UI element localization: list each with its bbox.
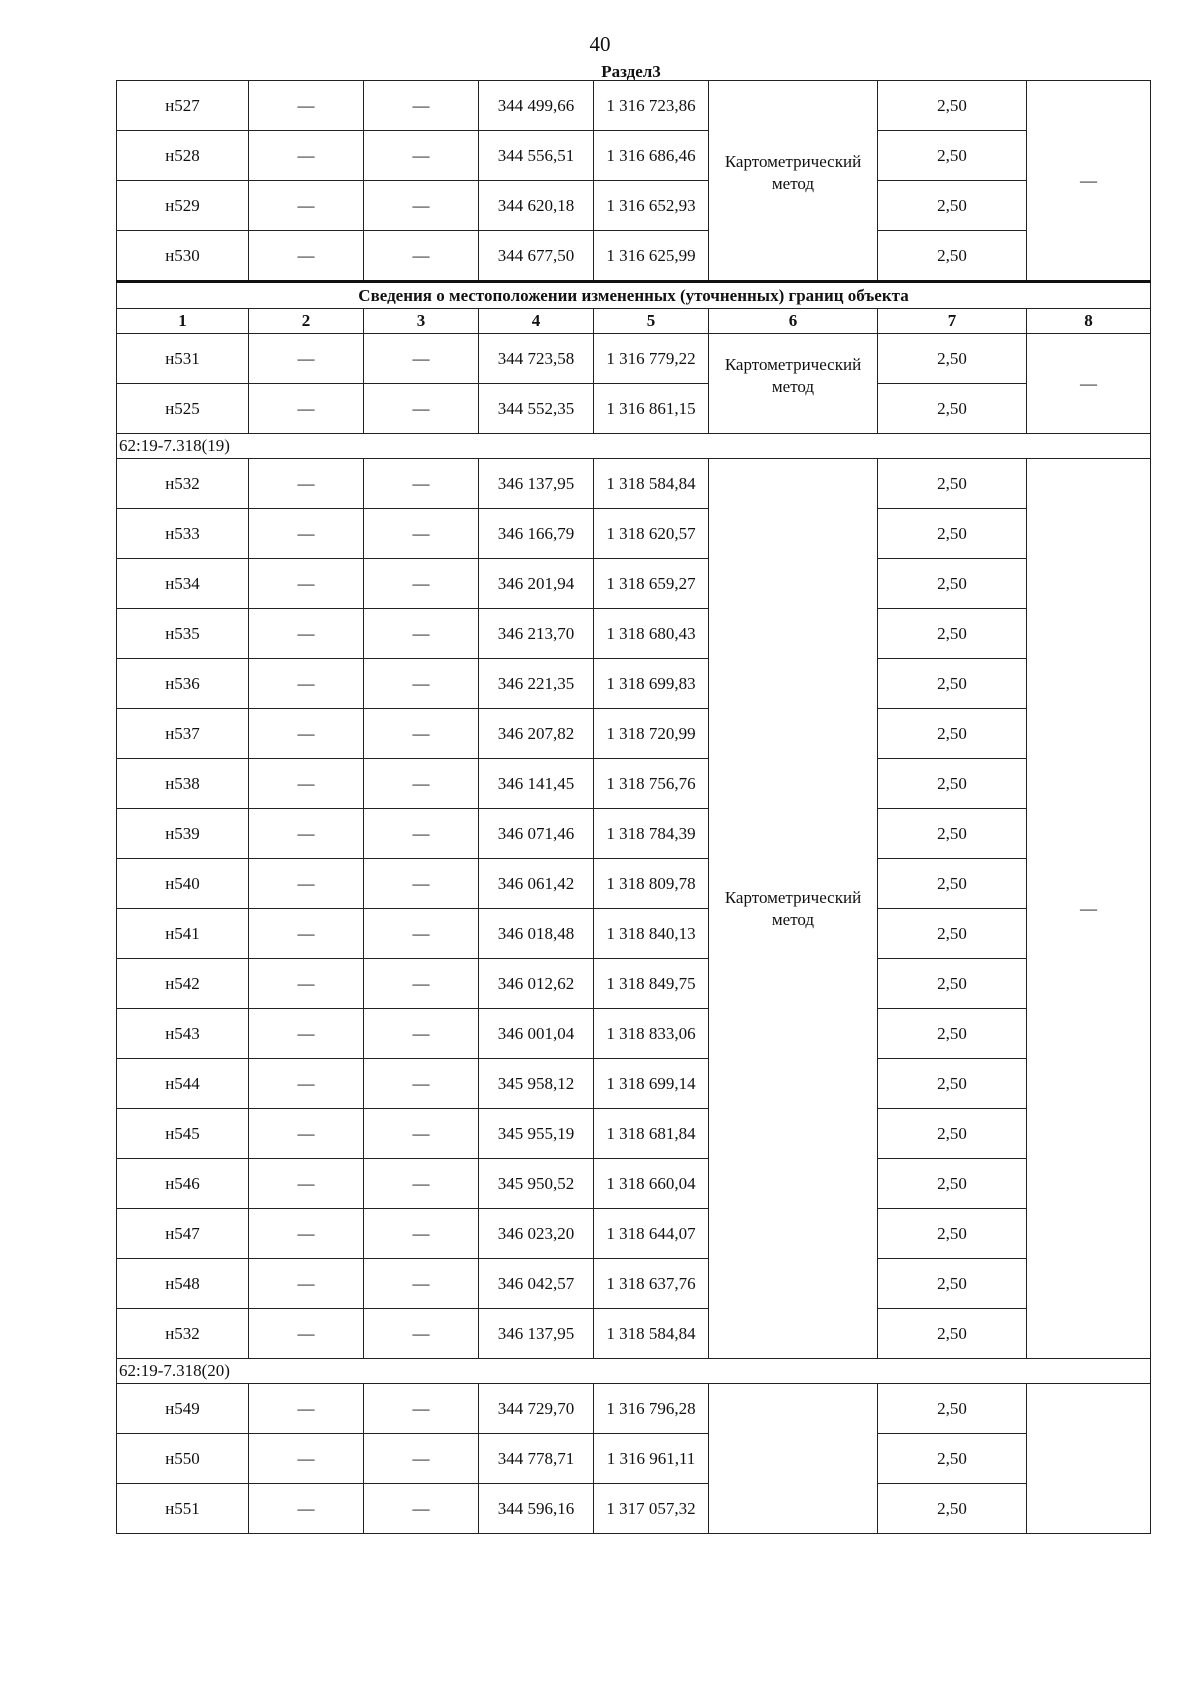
table-row	[117, 1009, 1151, 1059]
column-numbers-row	[117, 309, 1151, 334]
x-coordinate-cell: 346 071,46	[479, 809, 594, 859]
y-coordinate-cell: 1 318 584,84	[594, 459, 709, 509]
page-number: 40	[589, 32, 611, 56]
column-2-cell: —	[249, 509, 364, 559]
point-name-cell: н529	[117, 181, 249, 231]
table-row	[117, 1434, 1151, 1484]
accuracy-cell: 2,50	[878, 1059, 1027, 1109]
accuracy-cell: 2,50	[878, 959, 1027, 1009]
changed-borders-heading-row	[117, 282, 1151, 309]
column-8-cell: —	[1027, 81, 1151, 282]
column-3-cell: —	[364, 384, 479, 434]
point-name-cell: н543	[117, 1009, 249, 1059]
column-number-2: 2	[249, 309, 364, 334]
column-2-cell: —	[249, 1384, 364, 1434]
y-coordinate-cell: 1 318 849,75	[594, 959, 709, 1009]
x-coordinate-cell: 344 620,18	[479, 181, 594, 231]
point-name-cell: н525	[117, 384, 249, 434]
x-coordinate-cell: 346 018,48	[479, 909, 594, 959]
point-name-cell: н549	[117, 1384, 249, 1434]
table-row	[117, 1259, 1151, 1309]
column-3-cell: —	[364, 459, 479, 509]
table-row	[117, 384, 1151, 434]
table-row	[117, 609, 1151, 659]
accuracy-cell: 2,50	[878, 559, 1027, 609]
accuracy-cell: 2,50	[878, 1109, 1027, 1159]
column-3-cell: —	[364, 181, 479, 231]
coordinates-table	[116, 80, 1151, 1534]
y-coordinate-cell: 1 316 961,11	[594, 1434, 709, 1484]
table-row	[117, 659, 1151, 709]
y-coordinate-cell: 1 318 659,27	[594, 559, 709, 609]
column-number-8: 8	[1027, 309, 1151, 334]
y-coordinate-cell: 1 318 660,04	[594, 1159, 709, 1209]
table-row	[117, 859, 1151, 909]
parcel-label: 62:19-7.318(20)	[117, 1359, 1151, 1384]
x-coordinate-cell: 344 723,58	[479, 334, 594, 384]
table-row	[117, 131, 1151, 181]
accuracy-cell: 2,50	[878, 1484, 1027, 1534]
column-2-cell: —	[249, 859, 364, 909]
table-row	[117, 334, 1151, 384]
column-2-cell: —	[249, 559, 364, 609]
point-name-cell: н538	[117, 759, 249, 809]
table-row	[117, 759, 1151, 809]
column-3-cell: —	[364, 859, 479, 909]
x-coordinate-cell: 346 042,57	[479, 1259, 594, 1309]
x-coordinate-cell: 344 778,71	[479, 1434, 594, 1484]
table-row	[117, 809, 1151, 859]
y-coordinate-cell: 1 318 809,78	[594, 859, 709, 909]
y-coordinate-cell: 1 318 720,99	[594, 709, 709, 759]
x-coordinate-cell: 346 137,95	[479, 459, 594, 509]
column-2-cell: —	[249, 1159, 364, 1209]
table-row	[117, 459, 1151, 509]
point-name-cell: н540	[117, 859, 249, 909]
point-name-cell: н531	[117, 334, 249, 384]
point-name-cell: н542	[117, 959, 249, 1009]
x-coordinate-cell: 346 201,94	[479, 559, 594, 609]
x-coordinate-cell: 346 023,20	[479, 1209, 594, 1259]
column-2-cell: —	[249, 959, 364, 1009]
column-2-cell: —	[249, 1434, 364, 1484]
point-name-cell: н534	[117, 559, 249, 609]
column-2-cell: —	[249, 1209, 364, 1259]
y-coordinate-cell: 1 316 625,99	[594, 231, 709, 282]
point-name-cell: н541	[117, 909, 249, 959]
y-coordinate-cell: 1 318 840,13	[594, 909, 709, 959]
column-2-cell: —	[249, 809, 364, 859]
y-coordinate-cell: 1 318 644,07	[594, 1209, 709, 1259]
y-coordinate-cell: 1 318 637,76	[594, 1259, 709, 1309]
point-name-cell: н544	[117, 1059, 249, 1109]
table-row	[117, 1484, 1151, 1534]
column-2-cell: —	[249, 131, 364, 181]
column-2-cell: —	[249, 1309, 364, 1359]
table-row	[117, 1059, 1151, 1109]
column-3-cell: —	[364, 909, 479, 959]
column-3-cell: —	[364, 709, 479, 759]
method-cell	[709, 1384, 878, 1534]
y-coordinate-cell: 1 316 779,22	[594, 334, 709, 384]
column-number-1: 1	[117, 309, 249, 334]
accuracy-cell: 2,50	[878, 131, 1027, 181]
accuracy-cell: 2,50	[878, 384, 1027, 434]
x-coordinate-cell: 344 677,50	[479, 231, 594, 282]
accuracy-cell: 2,50	[878, 709, 1027, 759]
table-row	[117, 231, 1151, 282]
y-coordinate-cell: 1 318 699,14	[594, 1059, 709, 1109]
parcel-label-row	[117, 434, 1151, 459]
column-2-cell: —	[249, 384, 364, 434]
y-coordinate-cell: 1 318 620,57	[594, 509, 709, 559]
method-cell: Картометрический метод	[709, 334, 878, 434]
table-row	[117, 1309, 1151, 1359]
x-coordinate-cell: 344 596,16	[479, 1484, 594, 1534]
column-number-3: 3	[364, 309, 479, 334]
accuracy-cell: 2,50	[878, 759, 1027, 809]
point-name-cell: н528	[117, 131, 249, 181]
point-name-cell: н545	[117, 1109, 249, 1159]
column-3-cell: —	[364, 509, 479, 559]
x-coordinate-cell: 345 958,12	[479, 1059, 594, 1109]
accuracy-cell: 2,50	[878, 181, 1027, 231]
table-row	[117, 1384, 1151, 1434]
table-row	[117, 1159, 1151, 1209]
parcel-label-row	[117, 1359, 1151, 1384]
table-row	[117, 1109, 1151, 1159]
column-3-cell: —	[364, 609, 479, 659]
column-2-cell: —	[249, 759, 364, 809]
x-coordinate-cell: 346 213,70	[479, 609, 594, 659]
y-coordinate-cell: 1 318 833,06	[594, 1009, 709, 1059]
x-coordinate-cell: 346 001,04	[479, 1009, 594, 1059]
method-cell: Картометрический метод	[709, 81, 878, 282]
column-2-cell: —	[249, 81, 364, 131]
column-3-cell: —	[364, 1434, 479, 1484]
x-coordinate-cell: 346 137,95	[479, 1309, 594, 1359]
point-name-cell: н537	[117, 709, 249, 759]
x-coordinate-cell: 344 729,70	[479, 1384, 594, 1434]
y-coordinate-cell: 1 316 652,93	[594, 181, 709, 231]
accuracy-cell: 2,50	[878, 809, 1027, 859]
x-coordinate-cell: 344 499,66	[479, 81, 594, 131]
column-3-cell: —	[364, 809, 479, 859]
accuracy-cell: 2,50	[878, 1384, 1027, 1434]
x-coordinate-cell: 346 012,62	[479, 959, 594, 1009]
point-name-cell: н547	[117, 1209, 249, 1259]
column-number-6: 6	[709, 309, 878, 334]
table-row	[117, 959, 1151, 1009]
accuracy-cell: 2,50	[878, 509, 1027, 559]
column-2-cell: —	[249, 1059, 364, 1109]
point-name-cell: н535	[117, 609, 249, 659]
y-coordinate-cell: 1 316 723,86	[594, 81, 709, 131]
column-3-cell: —	[364, 1109, 479, 1159]
column-2-cell: —	[249, 181, 364, 231]
x-coordinate-cell: 346 166,79	[479, 509, 594, 559]
y-coordinate-cell: 1 318 680,43	[594, 609, 709, 659]
table-row	[117, 909, 1151, 959]
table-row	[117, 181, 1151, 231]
column-3-cell: —	[364, 81, 479, 131]
y-coordinate-cell: 1 318 699,83	[594, 659, 709, 709]
column-2-cell: —	[249, 231, 364, 282]
accuracy-cell: 2,50	[878, 334, 1027, 384]
column-8-cell: —	[1027, 334, 1151, 434]
method-cell: Картометрический метод	[709, 459, 878, 1359]
accuracy-cell: 2,50	[878, 659, 1027, 709]
y-coordinate-cell: 1 318 584,84	[594, 1309, 709, 1359]
point-name-cell: н530	[117, 231, 249, 282]
column-3-cell: —	[364, 131, 479, 181]
column-3-cell: —	[364, 1209, 479, 1259]
column-2-cell: —	[249, 659, 364, 709]
y-coordinate-cell: 1 318 756,76	[594, 759, 709, 809]
point-name-cell: н536	[117, 659, 249, 709]
column-3-cell: —	[364, 959, 479, 1009]
table-row	[117, 559, 1151, 609]
accuracy-cell: 2,50	[878, 909, 1027, 959]
x-coordinate-cell: 344 556,51	[479, 131, 594, 181]
accuracy-cell: 2,50	[878, 1209, 1027, 1259]
x-coordinate-cell: 344 552,35	[479, 384, 594, 434]
y-coordinate-cell: 1 316 796,28	[594, 1384, 709, 1434]
x-coordinate-cell: 346 141,45	[479, 759, 594, 809]
point-name-cell: н548	[117, 1259, 249, 1309]
column-3-cell: —	[364, 659, 479, 709]
column-8-cell: —	[1027, 459, 1151, 1359]
column-number-7: 7	[878, 309, 1027, 334]
y-coordinate-cell: 1 318 784,39	[594, 809, 709, 859]
point-name-cell: н539	[117, 809, 249, 859]
accuracy-cell: 2,50	[878, 1309, 1027, 1359]
column-3-cell: —	[364, 1384, 479, 1434]
x-coordinate-cell: 346 221,35	[479, 659, 594, 709]
column-3-cell: —	[364, 231, 479, 282]
point-name-cell: н527	[117, 81, 249, 131]
column-2-cell: —	[249, 909, 364, 959]
accuracy-cell: 2,50	[878, 1159, 1027, 1209]
column-number-4: 4	[479, 309, 594, 334]
x-coordinate-cell: 345 950,52	[479, 1159, 594, 1209]
column-3-cell: —	[364, 1009, 479, 1059]
column-3-cell: —	[364, 759, 479, 809]
column-2-cell: —	[249, 609, 364, 659]
section-title: Раздел3	[601, 62, 661, 81]
accuracy-cell: 2,50	[878, 81, 1027, 131]
point-name-cell: н551	[117, 1484, 249, 1534]
point-name-cell: н546	[117, 1159, 249, 1209]
accuracy-cell: 2,50	[878, 231, 1027, 282]
column-8-cell	[1027, 1384, 1151, 1534]
accuracy-cell: 2,50	[878, 1259, 1027, 1309]
point-name-cell: н550	[117, 1434, 249, 1484]
column-number-5: 5	[594, 309, 709, 334]
y-coordinate-cell: 1 317 057,32	[594, 1484, 709, 1534]
table-row	[117, 709, 1151, 759]
y-coordinate-cell: 1 316 686,46	[594, 131, 709, 181]
table-row	[117, 81, 1151, 131]
column-2-cell: —	[249, 1259, 364, 1309]
column-2-cell: —	[249, 1109, 364, 1159]
point-name-cell: н533	[117, 509, 249, 559]
table-row	[117, 1209, 1151, 1259]
parcel-label: 62:19-7.318(19)	[117, 434, 1151, 459]
column-3-cell: —	[364, 1309, 479, 1359]
y-coordinate-cell: 1 318 681,84	[594, 1109, 709, 1159]
accuracy-cell: 2,50	[878, 609, 1027, 659]
accuracy-cell: 2,50	[878, 1434, 1027, 1484]
x-coordinate-cell: 345 955,19	[479, 1109, 594, 1159]
point-name-cell: н532	[117, 459, 249, 509]
point-name-cell: н532	[117, 1309, 249, 1359]
x-coordinate-cell: 346 061,42	[479, 859, 594, 909]
x-coordinate-cell: 346 207,82	[479, 709, 594, 759]
column-2-cell: —	[249, 1484, 364, 1534]
y-coordinate-cell: 1 316 861,15	[594, 384, 709, 434]
table-row	[117, 509, 1151, 559]
changed-borders-heading: Сведения о местоположении измененных (уточненных) границ объекта	[117, 282, 1151, 309]
column-3-cell: —	[364, 1259, 479, 1309]
accuracy-cell: 2,50	[878, 1009, 1027, 1059]
column-3-cell: —	[364, 1059, 479, 1109]
column-2-cell: —	[249, 709, 364, 759]
accuracy-cell: 2,50	[878, 459, 1027, 509]
column-2-cell: —	[249, 334, 364, 384]
column-3-cell: —	[364, 1159, 479, 1209]
column-2-cell: —	[249, 1009, 364, 1059]
column-3-cell: —	[364, 1484, 479, 1534]
column-2-cell: —	[249, 459, 364, 509]
column-3-cell: —	[364, 559, 479, 609]
column-3-cell: —	[364, 334, 479, 384]
accuracy-cell: 2,50	[878, 859, 1027, 909]
